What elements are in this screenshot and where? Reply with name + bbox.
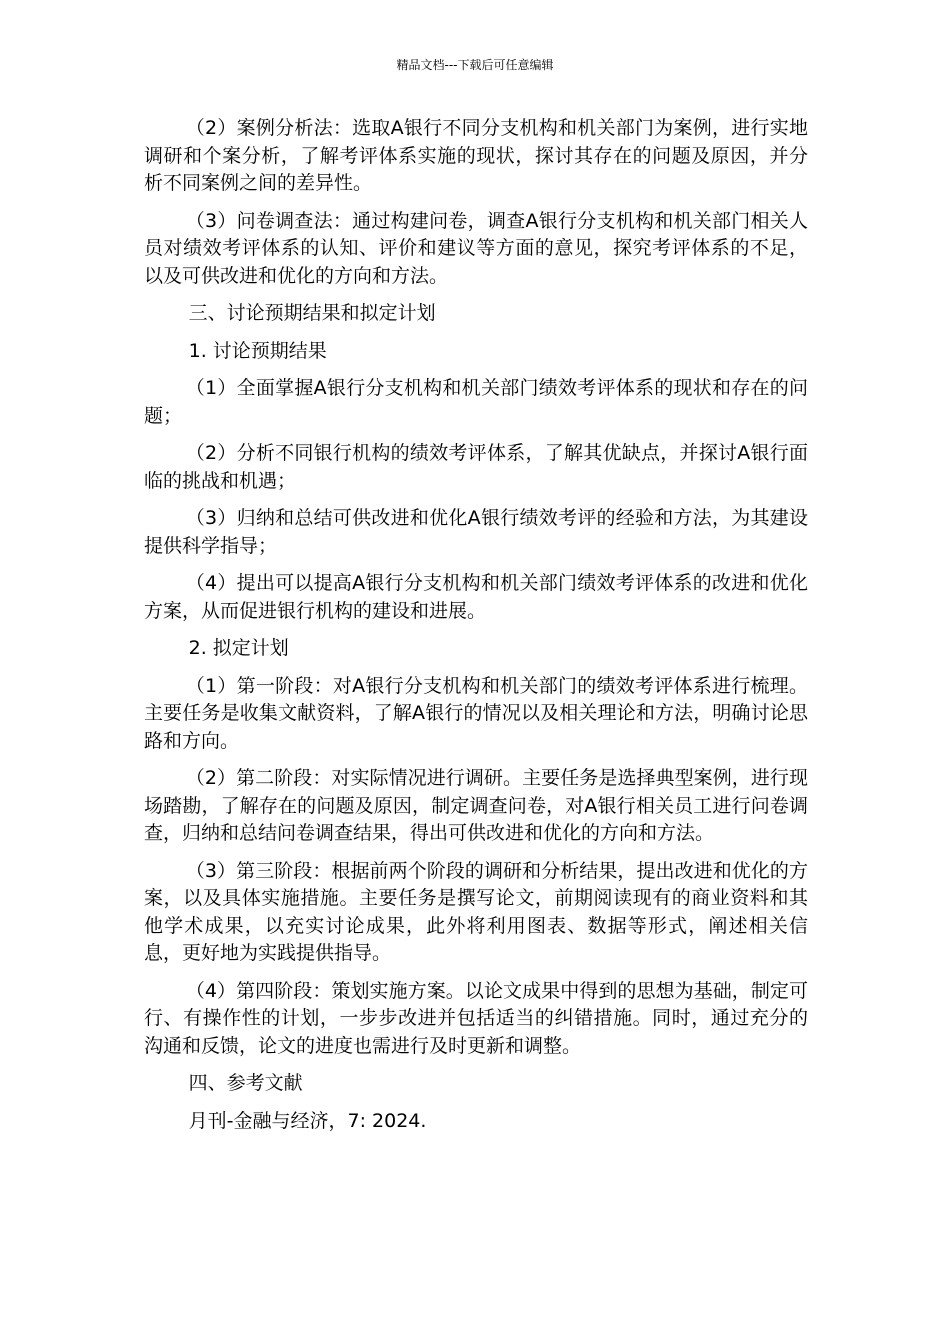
- reference-item: 月刊-金融与经济，7: 2024.: [188, 1109, 427, 1132]
- section-heading-expected-results-and-plan: 三、讨论预期结果和拟定计划: [188, 302, 436, 324]
- plan-stage-2: （2）第二阶段：对实际情况进行调研。主要任务是选择典型案例，进行现场踏勘，了解存在的问题及原因，制定调查问卷，对A银行相关员工进行问卷调查，归纳和总结问卷调查结果，得出可供改进和优化的方向和方法。: [144, 767, 808, 844]
- expected-result-item-1: （1）全面掌握A银行分支机构和机关部门绩效考评体系的现状和存在的问题；: [144, 377, 808, 427]
- section-heading-references: 四、参考文献: [188, 1072, 303, 1094]
- expected-result-item-2: （2）分析不同银行机构的绩效考评体系，了解其优缺点，并探讨A银行面临的挑战和机遇；: [144, 442, 808, 492]
- paragraph-case-analysis: （2）案例分析法：选取A银行不同分支机构和机关部门为案例，进行实地调研和个案分析，了解考评体系实施的现状，探讨其存在的问题及原因，并分析不同案例之间的差异性。: [144, 117, 808, 194]
- document-body: [144, 115, 808, 1135]
- paragraph-questionnaire: （3）问卷调查法：通过构建问卷，调查A银行分支机构和机关部门相关人员对绩效考评体系的认知、评价和建议等方面的意见，探究考评体系的不足，以及可供改进和优化的方向和方法。: [144, 209, 808, 287]
- plan-stage-3: （3）第三阶段：根据前两个阶段的调研和分析结果，提出改进和优化的方案，以及具体实施措施。主要任务是撰写论文，前期阅读现有的商业资料和其他学术成果，以充实讨论成果，此外将利用图表、数据等形式，阐述相关信息，更好地为实践提供指导。: [144, 859, 808, 964]
- subsection-heading-plan: 2. 拟定计划: [188, 637, 289, 659]
- plan-stage-1: （1）第一阶段：对A银行分支机构和机关部门的绩效考评体系进行梳理。主要任务是收集文献资料，了解A银行的情况以及相关理论和方法，明确讨论思路和方向。: [144, 674, 808, 752]
- page-header: 精品文档---下载后可任意编辑: [396, 58, 554, 72]
- subsection-heading-expected-results: 1. 讨论预期结果: [188, 339, 327, 362]
- plan-stage-4: （4）第四阶段：策划实施方案。以论文成果中得到的思想为基础，制定可行、有操作性的计划，一步步改进并包括适当的纠错措施。同时，通过充分的沟通和反馈，论文的进度也需进行及时更新和调整。: [144, 979, 808, 1057]
- expected-result-item-3: （3）归纳和总结可供改进和优化A银行绩效考评的经验和方法，为其建设提供科学指导；: [144, 507, 808, 557]
- expected-result-item-4: （4）提出可以提高A银行分支机构和机关部门绩效考评体系的改进和优化方案，从而促进银行机构的建设和进展。: [144, 572, 808, 622]
